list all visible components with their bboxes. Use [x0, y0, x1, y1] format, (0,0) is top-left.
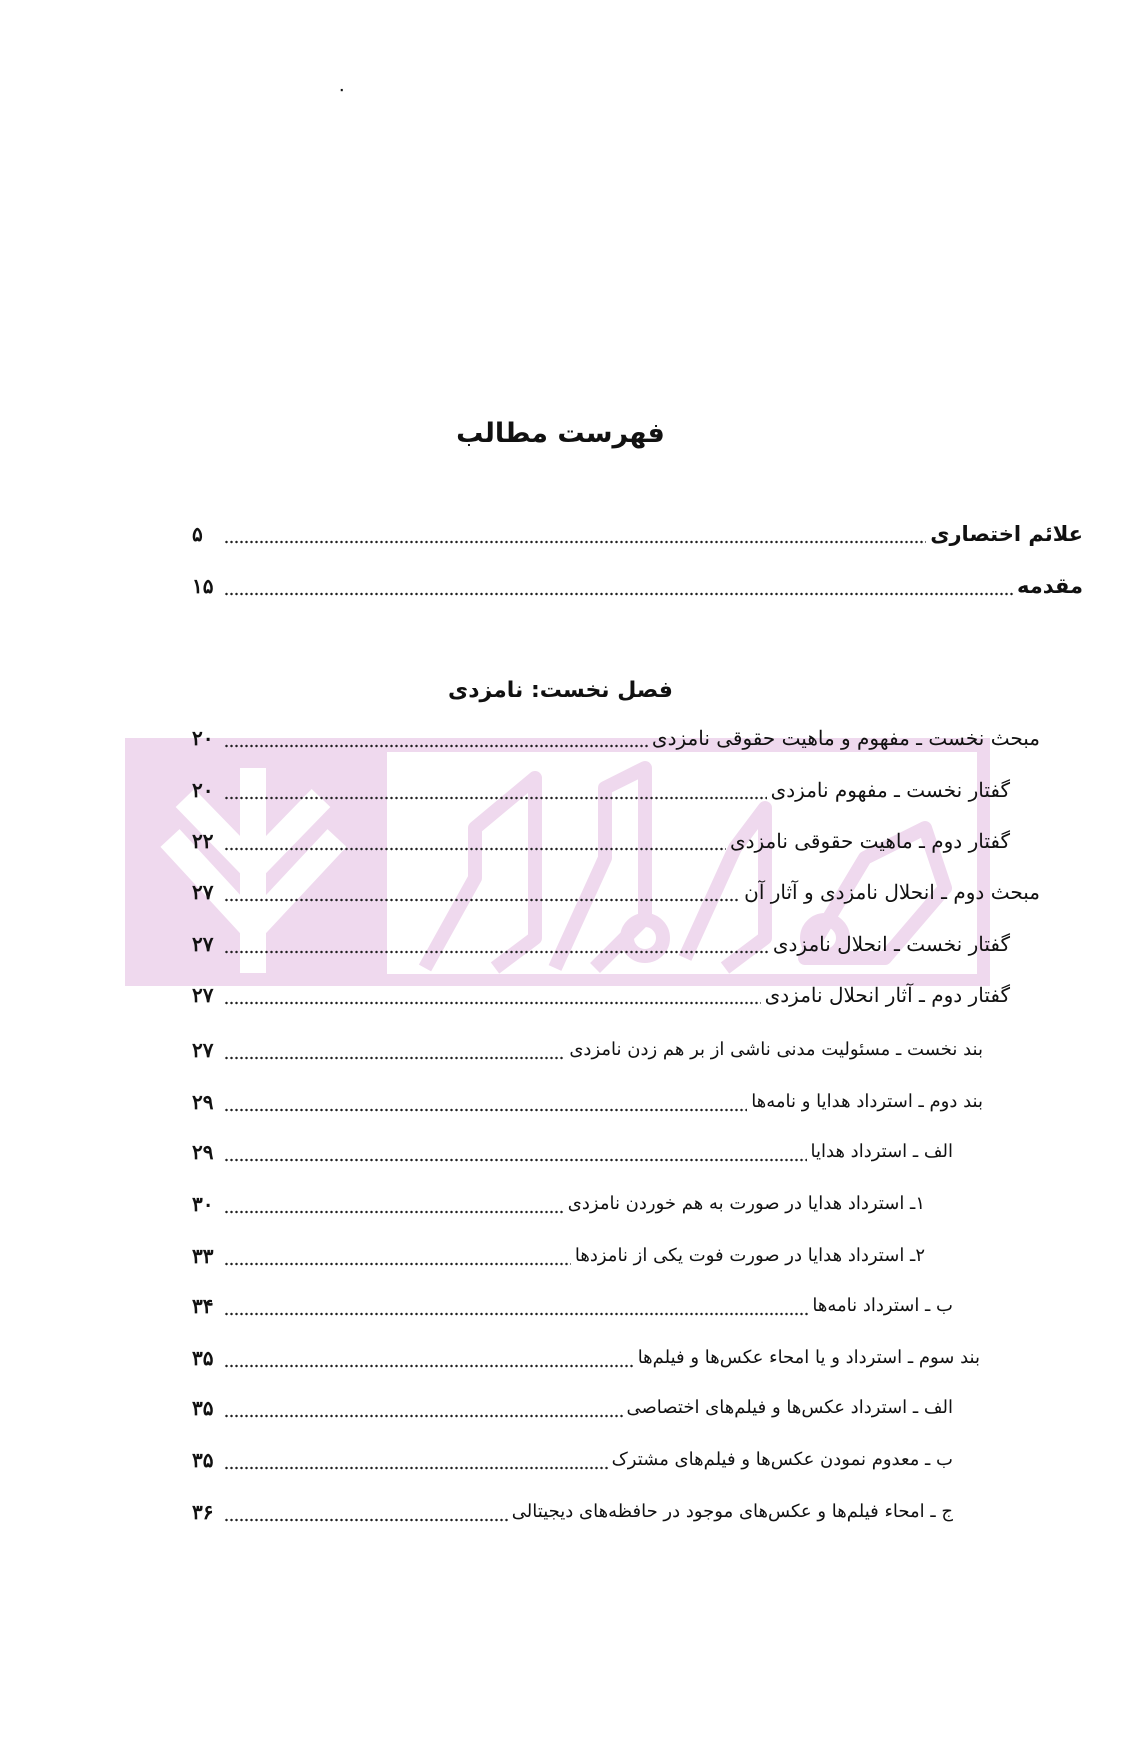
toc-entry-label: ج ـ امحاء فیلم‌ها و عکس‌های موجود در حافظه‌های دیجیتالی [511, 1501, 953, 1522]
toc-entry-page: ۳۰ [192, 1192, 214, 1216]
chapter-heading: فصل نخست: نامزدی [448, 678, 673, 703]
toc-entry-section[interactable] [192, 720, 1040, 752]
dot-leader [224, 1242, 571, 1270]
dot-leader [224, 1292, 808, 1320]
toc-entry-item[interactable] [192, 1494, 953, 1526]
toc-entry-front[interactable] [192, 568, 1083, 600]
toc-entry-label: بند دوم ـ استرداد هدایا و نامه‌ها [751, 1091, 983, 1112]
dot-leader [224, 1088, 747, 1116]
dot-leader [224, 1138, 807, 1166]
toc-entry-label: بند سوم ـ استرداد و یا امحاء عکس‌ها و فیلم‌ها [637, 1347, 980, 1368]
toc-entry-subitem[interactable] [192, 1238, 925, 1270]
toc-entry-label: مبحث نخست ـ مفهوم و ماهیت حقوقی نامزدی [651, 726, 1040, 750]
toc-entry-label: گفتار دوم ـ ماهیت حقوقی نامزدی [729, 829, 1010, 853]
toc-entry-front[interactable] [192, 516, 1083, 548]
toc-entry-clause[interactable] [192, 1032, 983, 1064]
toc-entry-label: علائم اختصاری [930, 522, 1083, 546]
toc-entry-page: ۲۷ [192, 983, 214, 1007]
dot-leader [224, 724, 648, 752]
page-mark: ۰ [338, 82, 346, 98]
dot-leader [224, 827, 726, 855]
toc-entry-page: ۳۵ [192, 1448, 214, 1472]
dot-leader [224, 1344, 634, 1372]
dot-leader [224, 878, 740, 906]
toc-entry-label: ب ـ معدوم نمودن عکس‌ها و فیلم‌های مشترک [611, 1449, 953, 1470]
toc-entry-page: ۵ [192, 522, 203, 546]
toc-entry-page: ۳۴ [192, 1294, 214, 1318]
dot-leader [224, 930, 769, 958]
toc-entry-page: ۲۷ [192, 932, 214, 956]
dot-leader [224, 1446, 608, 1474]
toc-entry-label: ب ـ استرداد نامه‌ها [812, 1295, 953, 1316]
toc-entry-subsection[interactable] [192, 823, 1010, 855]
toc-entry-clause[interactable] [192, 1340, 980, 1372]
toc-entry-page: ۳۳ [192, 1244, 214, 1268]
toc-entry-page: ۲۹ [192, 1140, 214, 1164]
toc-entry-item[interactable] [192, 1442, 953, 1474]
toc-entry-label: گفتار نخست ـ انحلال نامزدی [772, 932, 1010, 956]
toc-entry-item[interactable] [192, 1288, 953, 1320]
toc-entry-page: ۱۵ [192, 574, 214, 598]
toc-entry-label: بند نخست ـ مسئولیت مدنی ناشی از بر هم زدن نامزدی [569, 1039, 983, 1060]
page-title: فهرست مطالب [456, 418, 665, 449]
toc-entry-label: گفتار نخست ـ مفهوم نامزدی [770, 778, 1010, 802]
dot-leader [224, 1190, 564, 1218]
toc-entry-subsection[interactable] [192, 772, 1010, 804]
toc-entry-page: ۲۷ [192, 1038, 214, 1062]
toc-entry-page: ۲۰ [192, 726, 214, 750]
dot-leader [224, 1394, 623, 1422]
toc-entry-label: الف ـ استرداد هدایا [810, 1141, 953, 1162]
toc-entry-subsection[interactable] [192, 977, 1010, 1009]
toc-entry-label: مقدمه [1017, 574, 1083, 598]
toc-entry-subitem[interactable] [192, 1186, 925, 1218]
toc-entry-subsection[interactable] [192, 926, 1010, 958]
dot-leader [224, 776, 767, 804]
toc-entry-page: ۲۹ [192, 1090, 214, 1114]
dot-leader [224, 1498, 508, 1526]
toc-entry-page: ۲۲ [192, 829, 214, 853]
toc-entry-page: ۲۷ [192, 880, 214, 904]
toc-entry-section[interactable] [192, 874, 1040, 906]
toc-entry-page: ۳۵ [192, 1396, 214, 1420]
dot-leader [224, 572, 1013, 600]
toc-entry-page: ۳۵ [192, 1346, 214, 1370]
toc-entry-item[interactable] [192, 1134, 953, 1166]
toc-entry-page: ۲۰ [192, 778, 214, 802]
toc-entry-label: مبحث دوم ـ انحلال نامزدی و آثار آن [744, 880, 1040, 904]
toc-entry-item[interactable] [192, 1390, 953, 1422]
toc-entry-page: ۳۶ [192, 1500, 214, 1524]
toc-entry-clause[interactable] [192, 1084, 983, 1116]
dot-leader [224, 520, 926, 548]
toc-entry-label: ۲ـ استرداد هدایا در صورت فوت یکی از نامزدها [574, 1245, 925, 1266]
dot-leader [224, 981, 761, 1009]
toc-entry-label: ۱ـ استرداد هدایا در صورت به هم خوردن نامزدی [567, 1193, 925, 1214]
toc-entry-label: الف ـ استرداد عکس‌ها و فیلم‌های اختصاصی [626, 1397, 953, 1418]
dot-leader [224, 1036, 565, 1064]
toc-entry-label: گفتار دوم ـ آثار انحلال نامزدی [764, 983, 1010, 1007]
